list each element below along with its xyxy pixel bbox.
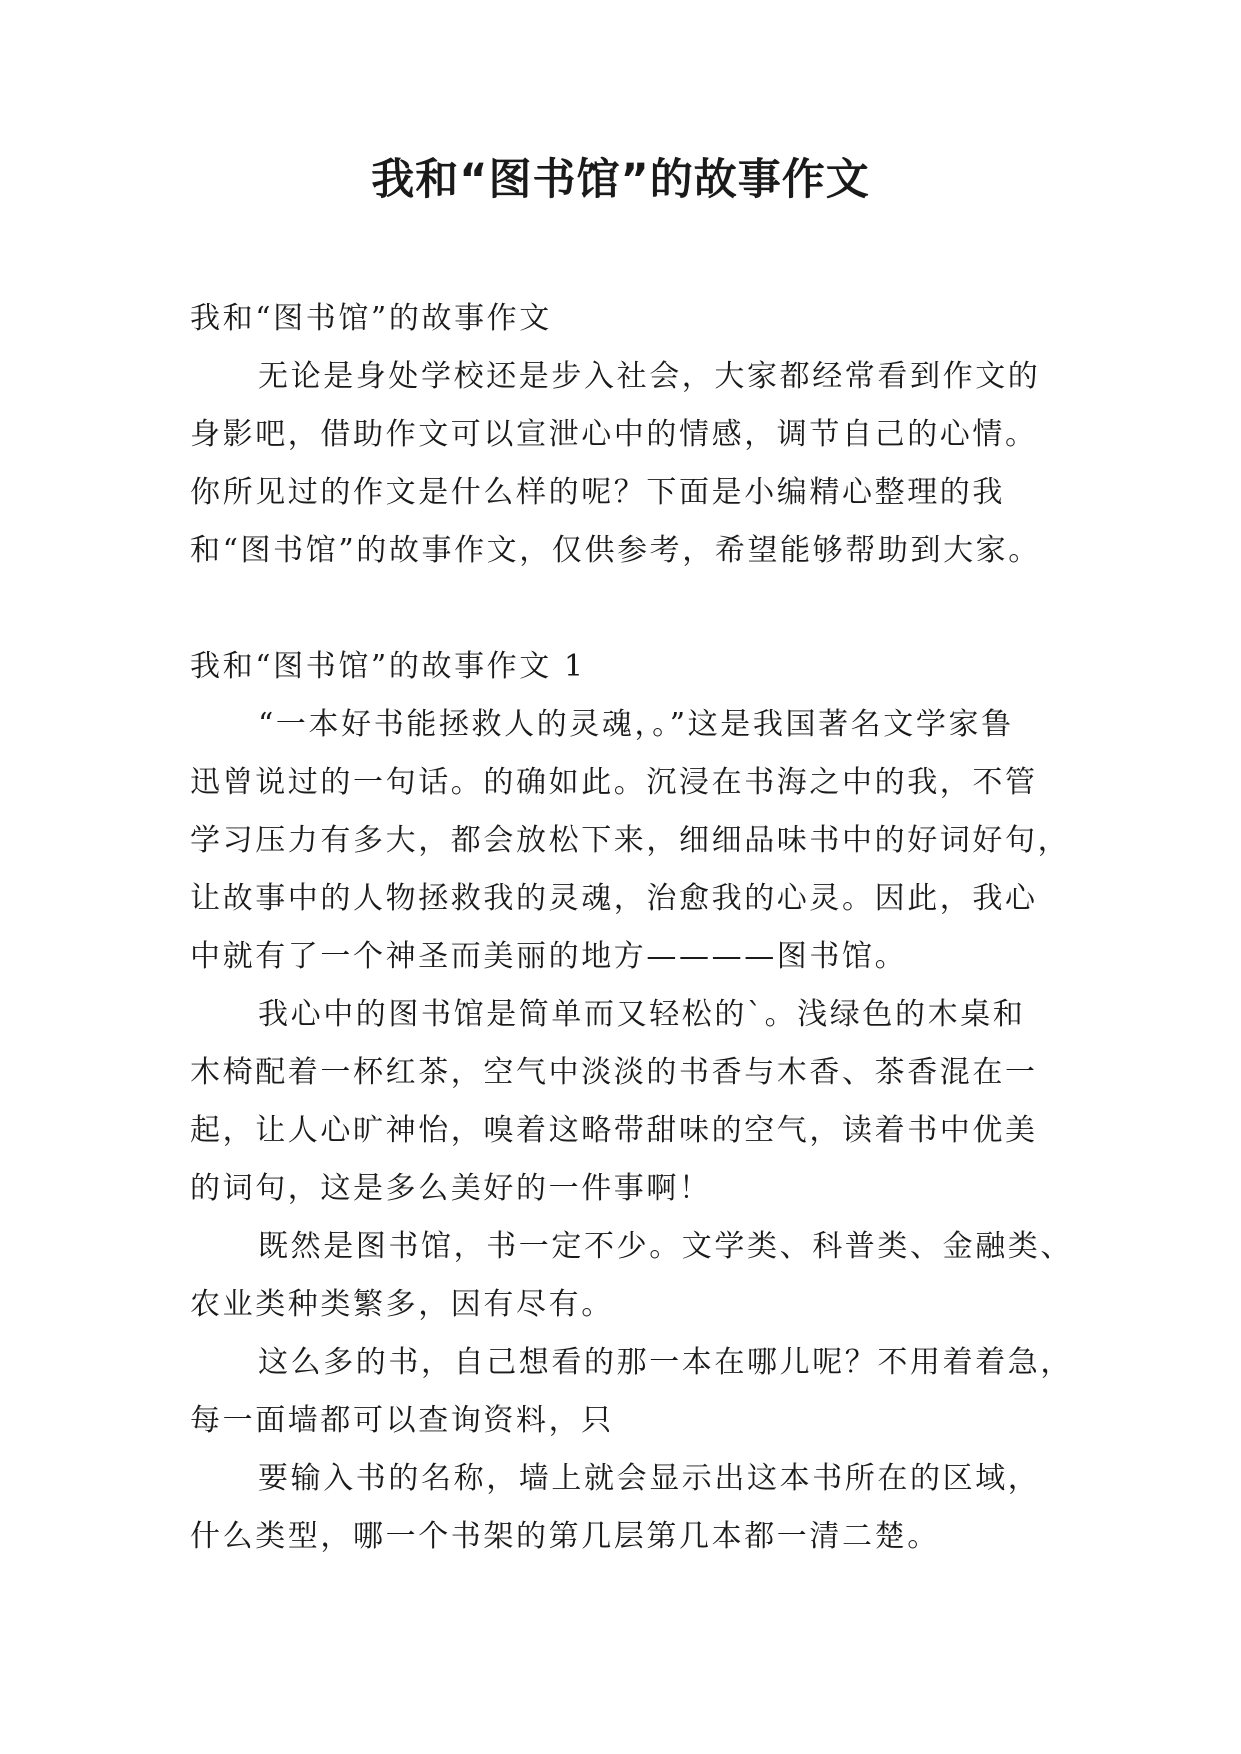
- essay-paragraph-line: 这么多的书，自己想看的那一本在哪儿呢？不用着着急，: [258, 1345, 1073, 1380]
- essay-paragraph-line: 的词句，这是多么美好的一件事啊！: [190, 1171, 712, 1206]
- essay-paragraph-line: 每一面墙都可以查询资料，只: [190, 1403, 614, 1438]
- intro-paragraph-line: 你所见过的作文是什么样的呢？下面是小编精心整理的我: [190, 475, 1005, 510]
- essay-paragraph-line: 学习压力有多大，都会放松下来，细细品味书中的好词好句，: [190, 823, 1071, 858]
- essay-paragraph-line: “一本好书能拯救人的灵魂，。”这是我国著名文学家鲁: [258, 707, 1014, 742]
- intro-paragraph-line: 身影吧，借助作文可以宣泄心中的情感，调节自己的心情。: [190, 417, 1038, 452]
- essay-paragraph-line: 木椅配着一杯红茶，空气中淡淡的书香与木香、茶香混在一: [190, 1055, 1038, 1090]
- essay-paragraph-line: 要输入书的名称，墙上就会显示出这本书所在的区域，: [258, 1461, 1041, 1496]
- essay-heading: 我和“图书馆”的故事作文 1: [190, 649, 586, 684]
- essay-paragraph-line: 既然是图书馆，书一定不少。文学类、科普类、金融类、: [258, 1229, 1073, 1264]
- document-body: [190, 290, 1073, 1566]
- intro-paragraph-line: 和“图书馆”的故事作文，仅供参考，希望能够帮助到大家。: [190, 533, 1041, 568]
- intro-heading: 我和“图书馆”的故事作文: [190, 301, 552, 336]
- essay-paragraph-line: 我心中的图书馆是简单而又轻松的`。浅绿色的木桌和: [258, 997, 1026, 1032]
- essay-paragraph-line: 农业类种类繁多，因有尽有。: [190, 1287, 614, 1322]
- essay-paragraph-line: 迅曾说过的一句话。的确如此。沉浸在书海之中的我，不管: [190, 765, 1038, 800]
- intro-paragraph-line: 无论是身处学校还是步入社会，大家都经常看到作文的: [258, 359, 1041, 394]
- document-title: 我和“图书馆”的故事作文: [371, 155, 870, 205]
- paragraph-gap: [190, 580, 1060, 638]
- essay-paragraph-line: 中就有了一个神圣而美丽的地方————图书馆。: [190, 939, 908, 974]
- essay-paragraph-line: 让故事中的人物拯救我的灵魂，治愈我的心灵。因此，我心: [190, 881, 1038, 916]
- essay-paragraph-line: 什么类型，哪一个书架的第几层第几本都一清二楚。: [190, 1519, 940, 1554]
- essay-paragraph-line: 起，让人心旷神怡，嗅着这略带甜味的空气，读着书中优美: [190, 1113, 1038, 1148]
